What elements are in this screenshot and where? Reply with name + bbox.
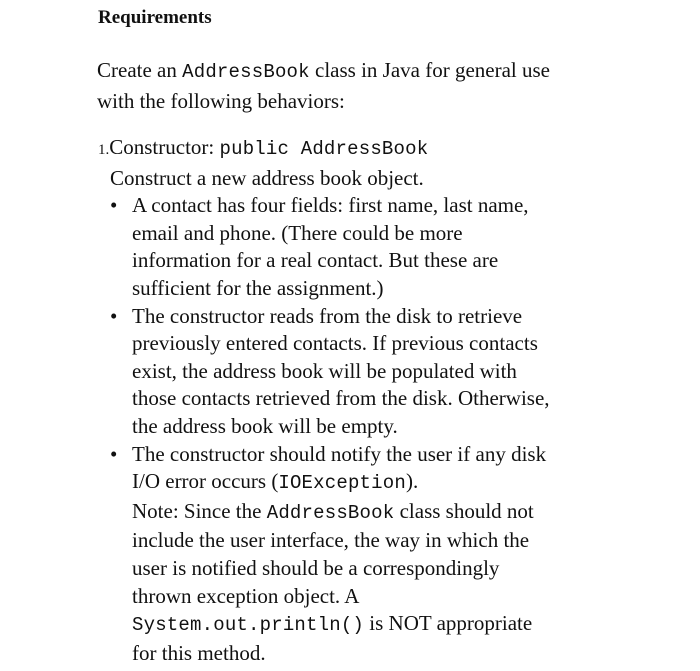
- bullet-text: previously entered contacts. If previous contacts: [132, 331, 538, 356]
- bullet-icon: •: [110, 303, 118, 328]
- constructor-signature-code: public AddressBook: [219, 138, 429, 160]
- requirement-item-1: [98, 134, 688, 667]
- class-name-code: AddressBook: [182, 61, 310, 83]
- item-number: 1.: [98, 142, 110, 158]
- intro-paragraph: [97, 56, 687, 115]
- println-code: System.out.println(): [132, 614, 365, 637]
- bullet-icon: •: [110, 441, 118, 466]
- intro-line-2: with the following behaviors:: [97, 88, 345, 113]
- bullet-item: [98, 441, 688, 469]
- bullet-text: sufficient for the assignment.): [132, 275, 384, 300]
- bullet-item: [98, 303, 688, 331]
- note-text: for this method.: [132, 640, 266, 665]
- note-text: [98, 610, 688, 640]
- note-text: user is notified should be a correspondingly: [132, 555, 500, 580]
- intro-text: Create an: [97, 58, 183, 82]
- bullet-item: [98, 192, 688, 220]
- bullet-text: A contact has four fields: first name, last name,: [132, 193, 529, 218]
- bullet-text: The constructor should notify the user if any disk: [132, 441, 547, 466]
- note-text: [98, 498, 688, 528]
- item-title: Constructor:: [109, 135, 220, 159]
- note-text: Note: Since the: [132, 498, 267, 523]
- note-text: class should not: [394, 498, 534, 523]
- intro-text: class in Java for general use: [309, 58, 550, 82]
- exception-name-code: IOException: [278, 472, 406, 495]
- bullet-text: information for a real contact. But these are: [132, 248, 499, 273]
- note-text: thrown exception object. A: [132, 583, 360, 608]
- bullet-text: exist, the address book will be populated with: [132, 358, 517, 383]
- bullet-text: ).: [405, 469, 419, 494]
- bullet-text: the address book will be empty.: [132, 413, 398, 438]
- bullet-text: email and phone. (There could be more: [132, 220, 463, 245]
- bullet-text: those contacts retrieved from the disk. Otherwise,: [132, 386, 550, 411]
- bullet-text: [98, 468, 688, 498]
- bullet-text: The constructor reads from the disk to retrieve: [132, 303, 523, 328]
- bullet-text: I/O error occurs (: [132, 469, 279, 494]
- note-text: is NOT appropriate: [364, 611, 533, 636]
- item-title-line: [98, 134, 688, 165]
- requirements-heading: Requirements: [98, 7, 212, 28]
- intro-line-1: [97, 56, 687, 87]
- item-description: Construct a new address book object.: [110, 165, 424, 190]
- bullet-icon: •: [110, 193, 118, 218]
- note-text: include the user interface, the way in which the: [132, 528, 530, 553]
- class-name-code: AddressBook: [266, 501, 395, 524]
